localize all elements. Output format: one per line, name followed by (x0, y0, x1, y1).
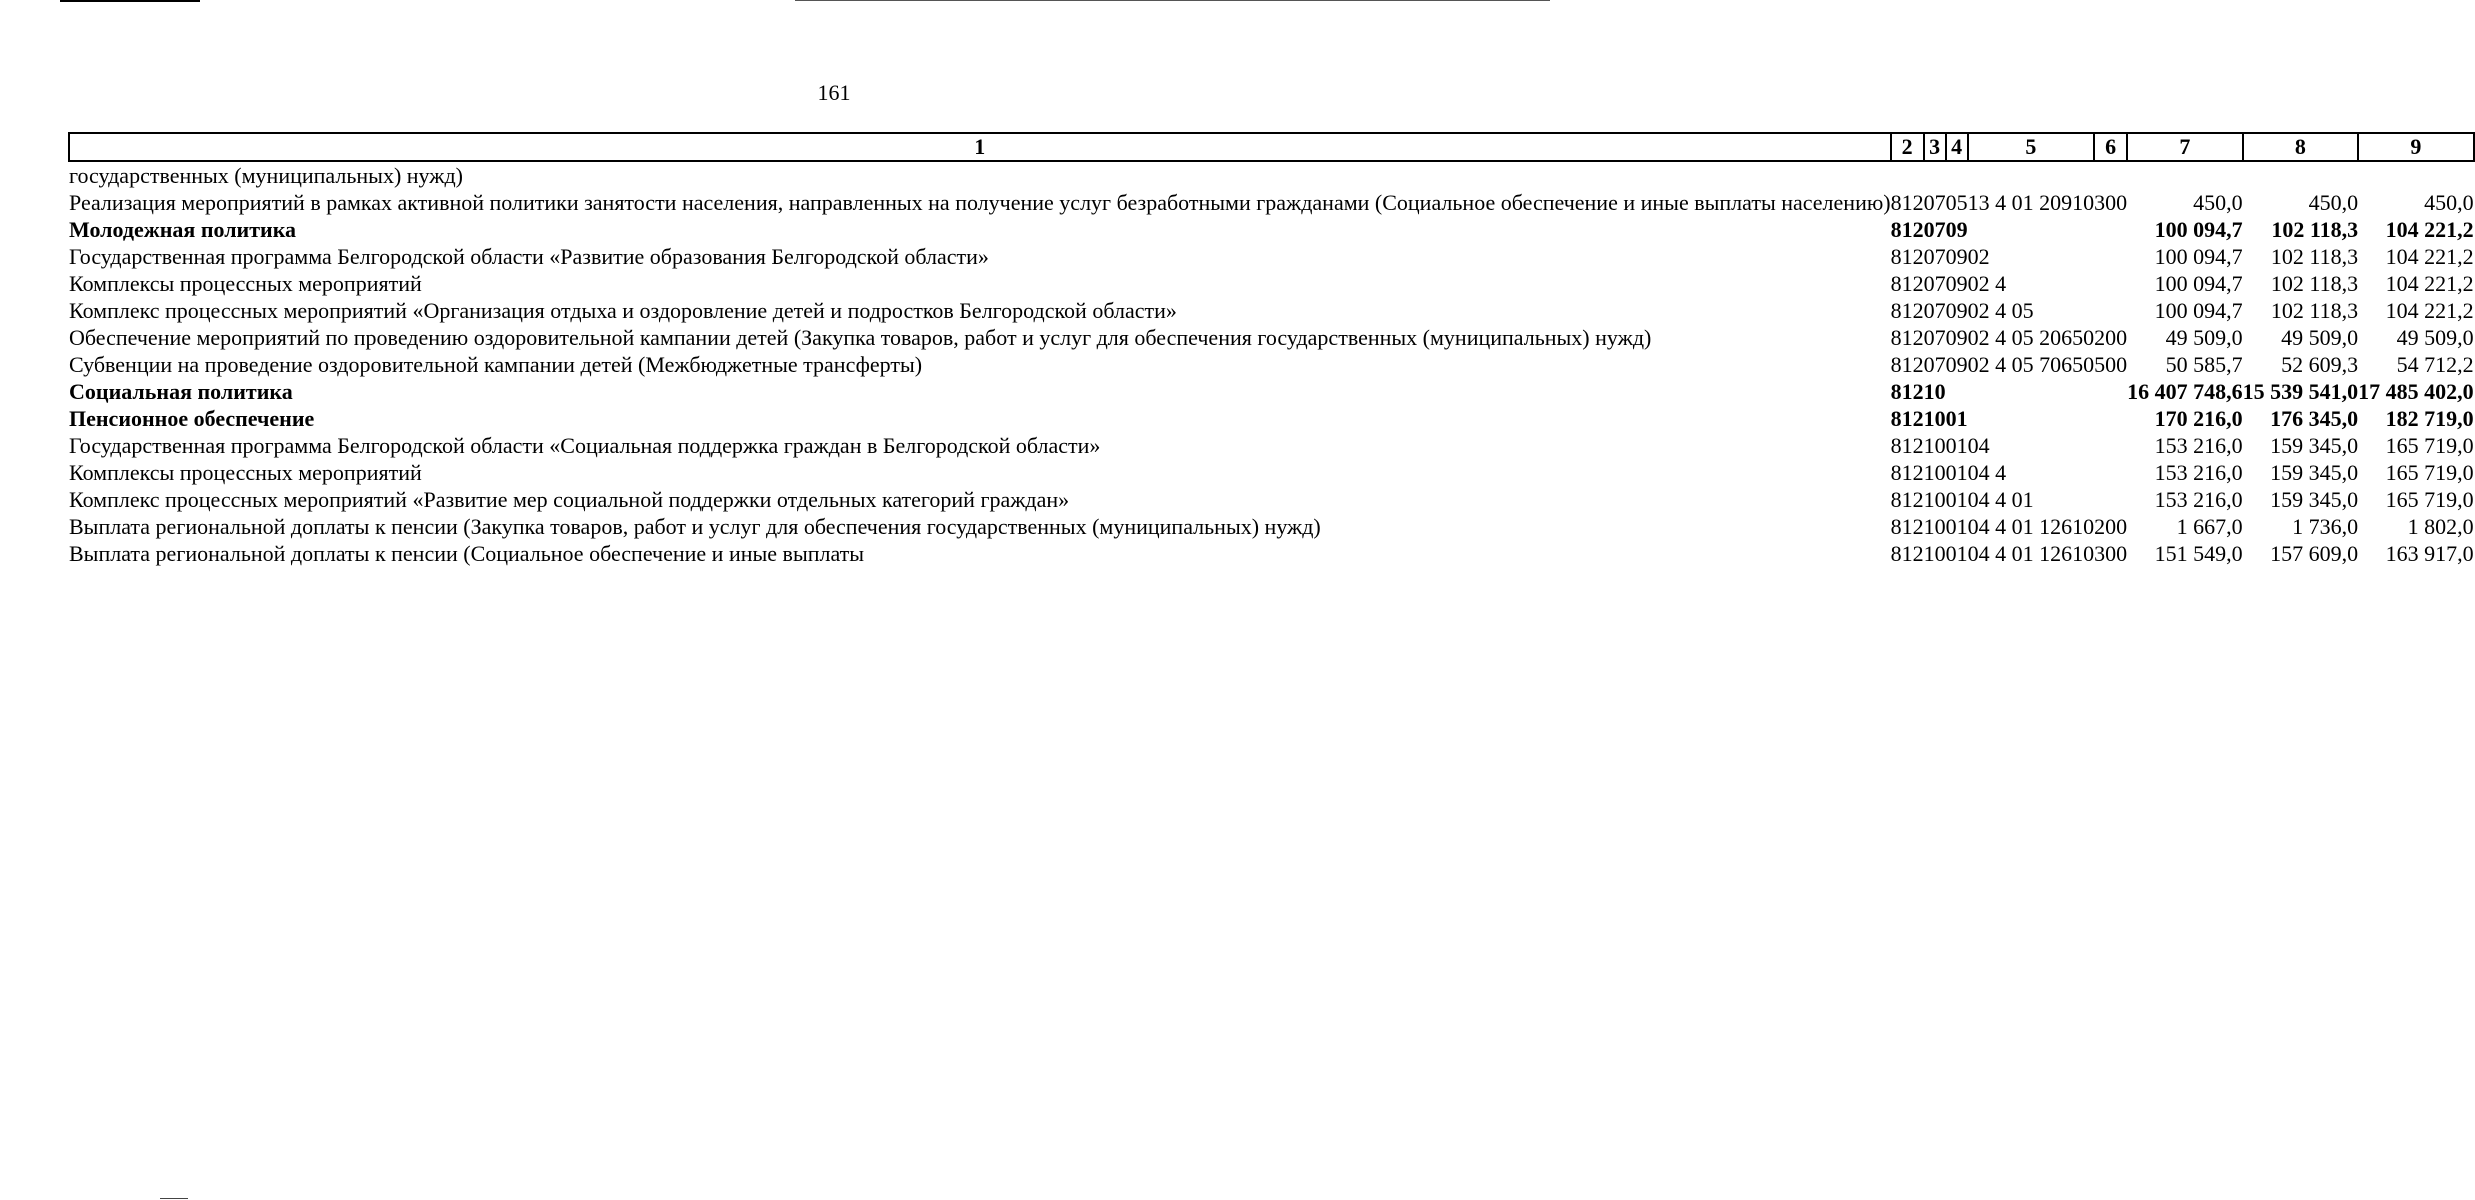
code-ministry: 812 (1890, 460, 1924, 485)
code-section: 10 (1923, 460, 1946, 485)
amount-year-3 (2358, 161, 2474, 189)
amount-year-2: 450,0 (2308, 190, 2359, 215)
table-row (69, 297, 2474, 324)
amount-year-1: 100 094,7 (2154, 244, 2243, 269)
code-subsection (1946, 378, 1968, 405)
table-row (69, 351, 2474, 378)
code-target-article (1968, 216, 2095, 243)
row-name: Выплата региональной доплаты к пенсии (Закупка товаров, работ и услуг для обеспечения государственных (муниципальных) нужд) (69, 514, 1321, 539)
code-subsection: 01 (1945, 487, 1968, 512)
table-row (69, 513, 2474, 540)
table-row (69, 189, 2474, 216)
code-ministry (1891, 161, 1924, 189)
code-subsection: 09 (1945, 244, 1968, 269)
code-subsection: 09 (1945, 298, 1968, 323)
code-subsection: 09 (1945, 271, 1968, 296)
budget-table (68, 132, 2475, 567)
amount-year-1: 153 216,0 (2154, 433, 2243, 458)
code-target-article: 02 4 05 20650 (1967, 325, 2095, 350)
code-expense-type (2094, 161, 2127, 189)
table-row (69, 243, 2474, 270)
code-expense-type (2094, 297, 2127, 324)
code-section: 10 (1923, 433, 1946, 458)
amount-year-3: 49 509,0 (2396, 325, 2474, 350)
code-target-article: 04 (1967, 433, 1990, 458)
row-name: Субвенции на проведение оздоровительной кампании детей (Межбюджетные трансферты) (69, 352, 923, 377)
header-col-8: 8 (2243, 133, 2359, 161)
table-row (69, 161, 2474, 189)
scan-edge-line (795, 0, 1550, 1)
amount-year-2 (2243, 161, 2359, 189)
amount-year-3: 17 485 402,0 (2358, 379, 2474, 404)
code-expense-type (2094, 405, 2127, 432)
code-ministry: 812 (1890, 406, 1924, 431)
code-subsection: 09 (1945, 217, 1968, 242)
amount-year-3: 163 917,0 (2385, 541, 2474, 566)
header-col-1: 1 (69, 133, 1891, 161)
amount-year-2: 159 345,0 (2270, 433, 2359, 458)
header-col-2: 2 (1891, 133, 1924, 161)
code-ministry: 812 (1890, 514, 1924, 539)
row-name: Социальная политика (69, 379, 293, 404)
row-name: Комплексы процессных мероприятий (69, 460, 422, 485)
code-expense-type (2094, 270, 2127, 297)
amount-year-2: 49 509,0 (2281, 325, 2359, 350)
row-name: Комплекс процессных мероприятий «Развитие мер социальной поддержки отдельных категорий граждан» (69, 487, 1070, 512)
code-target-article: 02 4 05 70650 (1967, 352, 2095, 377)
code-ministry: 812 (1890, 352, 1924, 377)
row-name: Комплексы процессных мероприятий (69, 271, 422, 296)
amount-year-1: 16 407 748,6 (2127, 379, 2243, 404)
amount-year-1: 151 549,0 (2154, 541, 2243, 566)
code-subsection (1946, 161, 1968, 189)
code-expense-type: 500 (2094, 352, 2128, 377)
code-section: 10 (1923, 406, 1946, 431)
amount-year-2: 102 118,3 (2270, 244, 2359, 269)
header-col-4: 4 (1946, 133, 1968, 161)
code-ministry: 812 (1890, 541, 1924, 566)
amount-year-3: 165 719,0 (2385, 433, 2474, 458)
amount-year-2: 159 345,0 (2270, 487, 2359, 512)
amount-year-1: 450,0 (2193, 190, 2243, 215)
amount-year-2: 52 609,3 (2281, 352, 2359, 377)
amount-year-1: 1 667,0 (2176, 514, 2243, 539)
code-target-article: 02 4 (1967, 271, 2007, 296)
amount-year-1: 100 094,7 (2154, 298, 2243, 323)
code-section: 07 (1923, 298, 1946, 323)
table-row (69, 378, 2474, 405)
header-col-3: 3 (1924, 133, 1946, 161)
code-target-article: 04 4 01 12610 (1967, 541, 2095, 566)
row-name: Молодежная политика (69, 217, 297, 242)
code-ministry: 812 (1890, 190, 1924, 215)
row-name: Государственная программа Белгородской области «Развитие образования Белгородской области» (69, 244, 989, 269)
row-name: Комплекс процессных мероприятий «Организация отдыха и оздоровление детей и подростков Белгородской области» (69, 298, 1177, 323)
code-ministry: 812 (1890, 325, 1924, 350)
table-row (69, 540, 2474, 567)
code-expense-type (2094, 432, 2127, 459)
code-target-article: 04 4 (1967, 460, 2007, 485)
code-target-article (1968, 405, 2095, 432)
row-name: Обеспечение мероприятий по проведению оздоровительной кампании детей (Закупка товаров, работ и услуг для обеспечения государственных (муниципальных) нужд) (69, 325, 1652, 350)
code-expense-type (2094, 486, 2127, 513)
table-row (69, 405, 2474, 432)
amount-year-2: 159 345,0 (2270, 460, 2359, 485)
code-ministry: 812 (1890, 433, 1924, 458)
code-expense-type: 200 (2094, 514, 2128, 539)
header-col-6: 6 (2094, 133, 2127, 161)
amount-year-2: 102 118,3 (2270, 271, 2359, 296)
amount-year-3: 165 719,0 (2385, 460, 2474, 485)
scan-edge-line (60, 0, 200, 2)
row-name: Реализация мероприятий в рамках активной политики занятости населения, направленных на получение услуг безработными гражданами (Социальное обеспечение и иные выплаты населению) (69, 190, 1891, 215)
amount-year-2: 15 539 541,0 (2242, 379, 2359, 404)
code-section: 07 (1923, 325, 1946, 350)
amount-year-3: 450,0 (2424, 190, 2474, 215)
code-subsection: 01 (1945, 433, 1968, 458)
code-expense-type (2094, 216, 2127, 243)
code-expense-type: 200 (2094, 325, 2128, 350)
code-section: 10 (1923, 379, 1946, 404)
table-row (69, 432, 2474, 459)
table-row (69, 216, 2474, 243)
code-expense-type: 300 (2094, 541, 2128, 566)
code-section: 10 (1923, 514, 1946, 539)
amount-year-3: 1 802,0 (2407, 514, 2474, 539)
amount-year-2: 102 118,3 (2271, 217, 2359, 242)
amount-year-1: 100 094,7 (2154, 217, 2243, 242)
code-section: 07 (1923, 217, 1946, 242)
amount-year-1 (2127, 161, 2243, 189)
code-subsection: 09 (1945, 352, 1968, 377)
page-number: 161 (817, 80, 851, 105)
code-section: 10 (1923, 541, 1946, 566)
amount-year-1: 49 509,0 (2165, 325, 2243, 350)
code-target-article: 13 4 01 20910 (1967, 190, 2095, 215)
row-name: Выплата региональной доплаты к пенсии (Социальное обеспечение и иные выплаты (69, 541, 865, 566)
amount-year-3: 165 719,0 (2385, 487, 2474, 512)
code-section: 10 (1923, 487, 1946, 512)
code-subsection: 01 (1945, 406, 1968, 431)
code-target-article (1968, 378, 2095, 405)
header-col-9: 9 (2358, 133, 2474, 161)
amount-year-3: 182 719,0 (2385, 406, 2474, 431)
code-ministry: 812 (1890, 379, 1924, 404)
code-expense-type: 300 (2094, 190, 2128, 215)
header-col-5: 5 (1968, 133, 2095, 161)
amount-year-2: 1 736,0 (2292, 514, 2359, 539)
code-subsection: 01 (1945, 514, 1968, 539)
row-name: государственных (муниципальных) нужд) (69, 163, 463, 188)
code-section (1924, 161, 1946, 189)
code-expense-type (2094, 378, 2127, 405)
code-section: 07 (1923, 190, 1946, 215)
amount-year-2: 176 345,0 (2270, 406, 2359, 431)
code-target-article: 04 4 01 12610 (1967, 514, 2095, 539)
amount-year-3: 104 221,2 (2385, 244, 2474, 269)
header-col-7: 7 (2127, 133, 2243, 161)
code-target-article: 02 (1967, 244, 1990, 269)
amount-year-1: 170 216,0 (2154, 406, 2243, 431)
amount-year-3: 54 712,2 (2396, 352, 2474, 377)
code-subsection: 01 (1945, 460, 1968, 485)
table-row (69, 486, 2474, 513)
table-row (69, 324, 2474, 351)
header-row (69, 133, 2474, 161)
code-ministry: 812 (1890, 217, 1924, 242)
code-ministry: 812 (1890, 244, 1924, 269)
code-ministry: 812 (1890, 298, 1924, 323)
row-name: Государственная программа Белгородской области «Социальная поддержка граждан в Белгородской области» (69, 433, 1101, 458)
table-row (69, 459, 2474, 486)
code-target-article: 02 4 05 (1967, 298, 2034, 323)
code-expense-type (2094, 459, 2127, 486)
code-ministry: 812 (1890, 271, 1924, 296)
row-name: Пенсионное обеспечение (69, 406, 315, 431)
amount-year-1: 153 216,0 (2154, 460, 2243, 485)
code-expense-type (2094, 243, 2127, 270)
code-subsection: 09 (1945, 325, 1968, 350)
scan-edge-line (160, 1198, 188, 1199)
table-row (69, 270, 2474, 297)
code-section: 07 (1923, 244, 1946, 269)
code-section: 07 (1923, 271, 1946, 296)
code-target-article: 04 4 01 (1967, 487, 2034, 512)
amount-year-2: 157 609,0 (2270, 541, 2359, 566)
code-subsection: 01 (1945, 541, 1968, 566)
amount-year-1: 153 216,0 (2154, 487, 2243, 512)
amount-year-2: 102 118,3 (2270, 298, 2359, 323)
amount-year-3: 104 221,2 (2385, 298, 2474, 323)
amount-year-1: 100 094,7 (2154, 271, 2243, 296)
amount-year-1: 50 585,7 (2165, 352, 2243, 377)
amount-year-3: 104 221,2 (2385, 217, 2474, 242)
amount-year-3: 104 221,2 (2385, 271, 2474, 296)
code-section: 07 (1923, 352, 1946, 377)
code-target-article (1968, 161, 2095, 189)
code-ministry: 812 (1890, 487, 1924, 512)
code-subsection: 05 (1945, 190, 1968, 215)
table-body (69, 161, 2474, 567)
